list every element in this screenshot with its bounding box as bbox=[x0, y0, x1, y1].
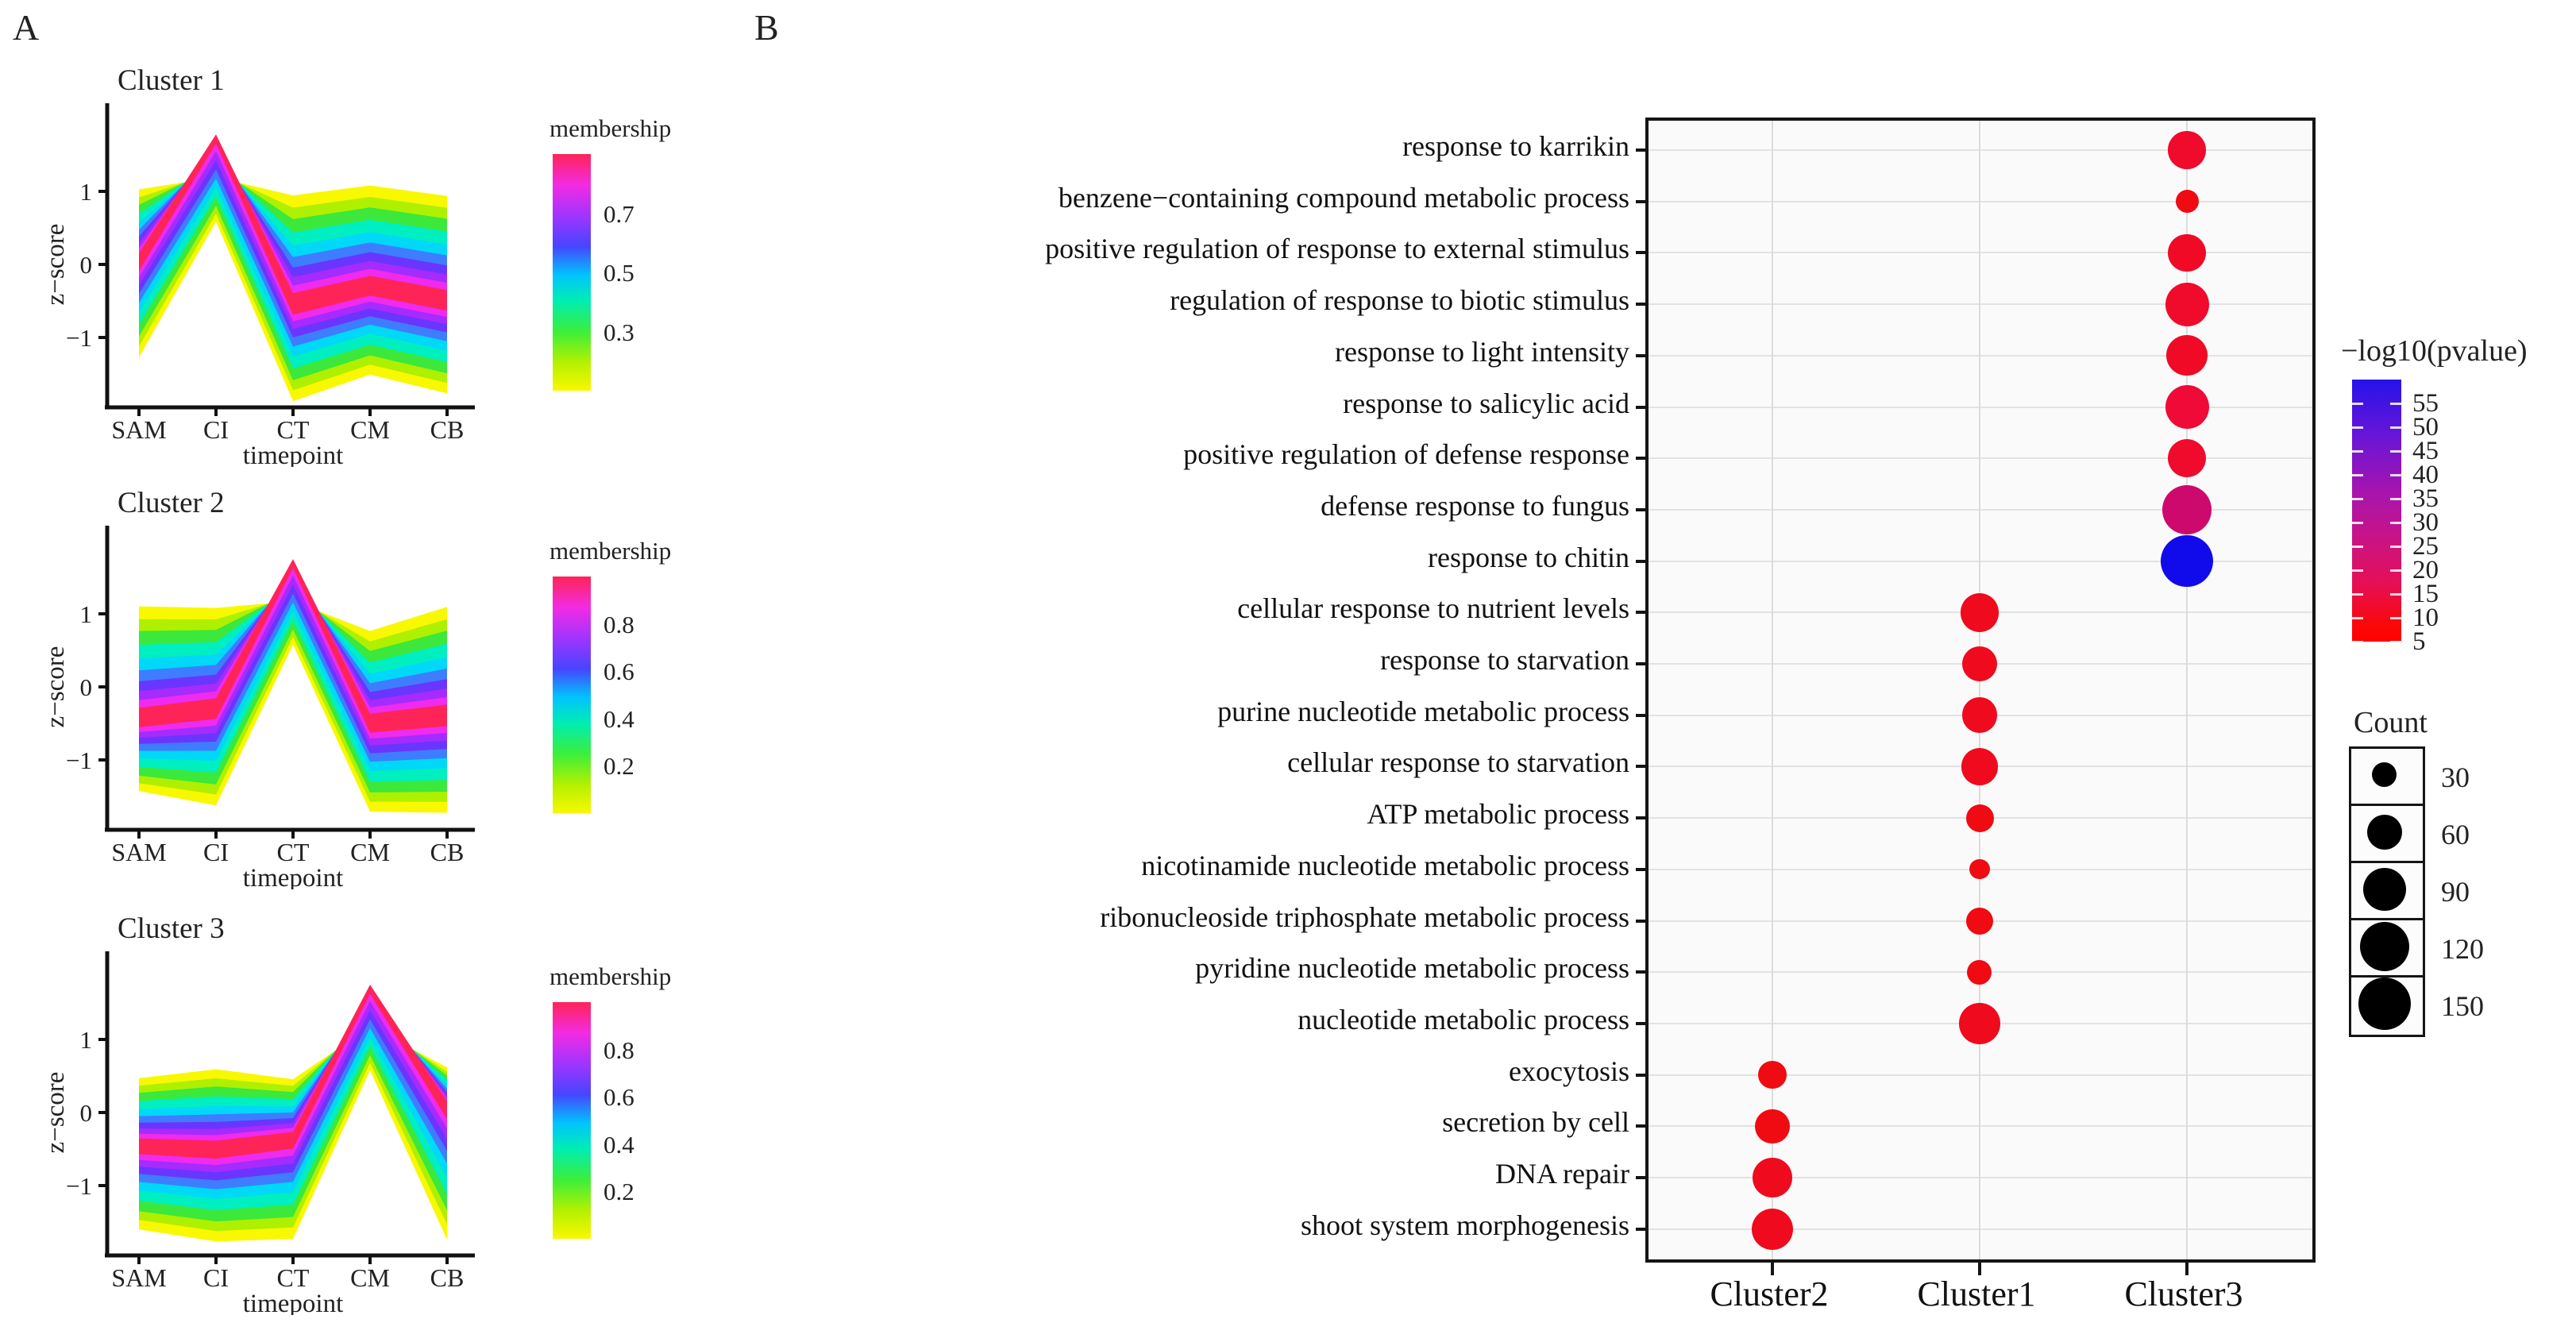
go-enrichment-dot bbox=[1967, 960, 1992, 985]
membership-colorbar bbox=[553, 154, 591, 391]
go-enrichment-dot bbox=[1969, 859, 1989, 879]
x-axis-title: timepoint bbox=[242, 442, 344, 467]
row-axis-tick bbox=[1636, 1074, 1645, 1077]
membership-legend-tick-label: 0.2 bbox=[604, 752, 634, 780]
y-tick-label: −1 bbox=[66, 746, 92, 774]
v-gridline bbox=[1979, 121, 1980, 1259]
cluster-axis-label: Cluster3 bbox=[2124, 1275, 2243, 1313]
membership-legend-title: membership bbox=[550, 962, 672, 990]
row-axis-tick bbox=[1636, 1124, 1645, 1128]
count-legend-box bbox=[2349, 861, 2425, 923]
go-enrichment-dot bbox=[1962, 697, 1998, 733]
go-term-label: exocytosis bbox=[1509, 1055, 1629, 1087]
x-tick-label: CM bbox=[350, 415, 390, 444]
membership-legend-tick-label: 0.3 bbox=[604, 318, 634, 346]
h-gridline bbox=[1649, 303, 2312, 305]
count-legend-box bbox=[2349, 975, 2425, 1037]
go-term-label: defense response to fungus bbox=[1321, 490, 1629, 522]
membership-ribbon-chart bbox=[40, 94, 484, 467]
y-tick-label: 1 bbox=[79, 600, 92, 628]
y-tick-label: 1 bbox=[79, 1026, 92, 1054]
go-term-label: purine nucleotide metabolic process bbox=[1217, 696, 1629, 727]
panel-b-label: B bbox=[754, 7, 779, 48]
panel-a-label: A bbox=[13, 7, 40, 48]
go-term-label: nicotinamide nucleotide metabolic process bbox=[1141, 850, 1629, 881]
go-enrichment-dot bbox=[1961, 593, 1999, 632]
membership-colorbar bbox=[553, 1002, 591, 1239]
pvalue-tick-label: 50 bbox=[2412, 413, 2439, 442]
x-tick-label: SAM bbox=[111, 1263, 167, 1292]
go-term-label: shoot system morphogenesis bbox=[1301, 1209, 1629, 1241]
go-enrichment-dot bbox=[2168, 439, 2207, 478]
go-enrichment-dot bbox=[2162, 485, 2212, 534]
go-term-label: response to chitin bbox=[1428, 542, 1629, 573]
h-gridline bbox=[1649, 149, 2312, 151]
pvalue-tick-mark bbox=[2352, 593, 2363, 596]
row-axis-tick bbox=[1636, 868, 1645, 871]
count-legend-value: 120 bbox=[2441, 933, 2484, 965]
go-enrichment-dot bbox=[1753, 1158, 1792, 1197]
cluster-plot-title: Cluster 3 bbox=[118, 912, 225, 945]
pvalue-tick-mark bbox=[2390, 546, 2401, 548]
go-enrichment-dot bbox=[1959, 1003, 1999, 1043]
row-axis-tick bbox=[1636, 662, 1645, 665]
pvalue-legend-title: −log10(pvalue) bbox=[2341, 334, 2528, 368]
y-axis-title: z−score bbox=[41, 223, 70, 306]
x-tick-label: CT bbox=[276, 1263, 310, 1292]
row-axis-tick bbox=[1636, 1022, 1645, 1025]
membership-legend bbox=[550, 962, 740, 1296]
membership-legend-tick-label: 0.6 bbox=[604, 658, 634, 685]
pvalue-tick-mark bbox=[2390, 498, 2401, 500]
go-enrichment-dot bbox=[2165, 385, 2209, 429]
dot-plot-area bbox=[1645, 118, 2316, 1263]
count-legend-circle bbox=[2360, 922, 2409, 971]
membership-legend-title: membership bbox=[550, 114, 672, 142]
count-legend-value: 150 bbox=[2441, 990, 2484, 1022]
x-tick-label: CI bbox=[203, 838, 229, 866]
count-legend-value: 90 bbox=[2441, 876, 2470, 908]
go-term-label: benzene−containing compound metabolic process bbox=[1058, 182, 1629, 214]
h-gridline bbox=[1649, 509, 2312, 511]
membership-legend-tick-label: 0.4 bbox=[604, 1131, 634, 1159]
pvalue-tick-mark bbox=[2352, 546, 2363, 548]
pvalue-tick-label: 30 bbox=[2412, 508, 2439, 537]
pvalue-tick-mark bbox=[2390, 403, 2401, 405]
x-tick-label: CB bbox=[430, 838, 465, 866]
pvalue-tick-mark bbox=[2390, 569, 2401, 572]
count-legend-circle bbox=[2363, 868, 2406, 911]
pvalue-tick-mark bbox=[2390, 450, 2401, 453]
go-enrichment-dot bbox=[1966, 804, 1994, 832]
pvalue-tick-mark bbox=[2390, 474, 2401, 476]
y-tick-label: −1 bbox=[66, 1172, 92, 1200]
pvalue-tick-label: 20 bbox=[2412, 556, 2439, 584]
go-enrichment-dot bbox=[2165, 283, 2209, 326]
pvalue-tick-mark bbox=[2390, 426, 2401, 429]
pvalue-tick-mark bbox=[2352, 474, 2363, 476]
pvalue-tick-mark bbox=[2352, 617, 2363, 619]
x-axis-title: timepoint bbox=[242, 864, 344, 889]
pvalue-tick-mark bbox=[2390, 522, 2401, 524]
go-term-label: ATP metabolic process bbox=[1367, 798, 1629, 830]
go-term-label: regulation of response to biotic stimulus bbox=[1170, 284, 1629, 316]
h-gridline bbox=[1649, 1177, 2312, 1178]
x-tick-label: CM bbox=[350, 838, 390, 866]
pvalue-tick-label: 5 bbox=[2412, 627, 2426, 656]
x-tick-label: CB bbox=[430, 1263, 465, 1292]
x-axis-title: timepoint bbox=[242, 1290, 344, 1315]
y-tick-label: 1 bbox=[79, 178, 92, 206]
row-axis-tick bbox=[1636, 1228, 1645, 1231]
row-axis-tick bbox=[1636, 251, 1645, 254]
h-gridline bbox=[1649, 407, 2312, 408]
row-axis-tick bbox=[1636, 611, 1645, 614]
go-enrichment-dot bbox=[1755, 1109, 1790, 1144]
go-enrichment-dot bbox=[2168, 131, 2206, 169]
y-tick-label: −1 bbox=[66, 324, 92, 352]
pvalue-tick-label: 35 bbox=[2412, 484, 2439, 513]
go-enrichment-dot bbox=[1758, 1061, 1787, 1089]
row-axis-tick bbox=[1636, 457, 1645, 460]
membership-legend bbox=[550, 114, 740, 448]
go-term-label: ribonucleoside triphosphate metabolic process bbox=[1100, 901, 1629, 933]
go-enrichment-dot bbox=[2176, 190, 2199, 213]
membership-legend-tick-label: 0.7 bbox=[604, 200, 634, 228]
pvalue-tick-mark bbox=[2352, 426, 2363, 429]
cluster-plot-group-2 bbox=[40, 486, 794, 907]
y-axis-title: z−score bbox=[41, 1071, 70, 1154]
count-legend-value: 60 bbox=[2441, 819, 2470, 850]
row-axis-tick bbox=[1636, 920, 1645, 923]
membership-legend-tick-label: 0.5 bbox=[604, 259, 634, 287]
go-enrichment-dot bbox=[1966, 908, 1993, 935]
go-enrichment-dot bbox=[1962, 646, 1998, 682]
cluster-axis-label: Cluster1 bbox=[1917, 1275, 2036, 1313]
count-legend-box bbox=[2349, 804, 2425, 866]
membership-legend-tick-label: 0.6 bbox=[604, 1083, 634, 1111]
go-term-label: positive regulation of response to external stimulus bbox=[1045, 233, 1629, 264]
membership-legend bbox=[550, 537, 740, 870]
pvalue-tick-mark bbox=[2352, 641, 2363, 643]
x-tick-label: CM bbox=[350, 1263, 390, 1292]
row-axis-tick bbox=[1636, 816, 1645, 819]
x-tick-label: CI bbox=[203, 415, 229, 444]
pvalue-tick-label: 15 bbox=[2412, 580, 2439, 608]
row-axis-tick bbox=[1636, 1176, 1645, 1179]
cluster-axis-label: Cluster2 bbox=[1710, 1275, 1829, 1313]
h-gridline bbox=[1649, 1228, 2312, 1230]
row-axis-tick bbox=[1636, 714, 1645, 717]
x-tick-label: CT bbox=[276, 838, 310, 866]
pvalue-tick-mark bbox=[2390, 593, 2401, 596]
x-tick-label: CT bbox=[276, 415, 310, 444]
go-term-label: cellular response to nutrient levels bbox=[1237, 592, 1629, 624]
membership-legend-tick-label: 0.2 bbox=[604, 1178, 634, 1205]
pvalue-tick-mark bbox=[2352, 403, 2363, 405]
go-enrichment-dot bbox=[1961, 748, 1999, 785]
pvalue-tick-label: 40 bbox=[2412, 461, 2439, 489]
pvalue-tick-mark bbox=[2390, 617, 2401, 619]
y-tick-label: 0 bbox=[79, 251, 92, 279]
h-gridline bbox=[1649, 252, 2312, 253]
row-axis-tick bbox=[1636, 354, 1645, 357]
cluster-plot-group-1 bbox=[40, 64, 794, 484]
go-term-label: pyridine nucleotide metabolic process bbox=[1195, 952, 1629, 984]
h-gridline bbox=[1649, 1074, 2312, 1076]
count-legend-circle bbox=[2358, 978, 2411, 1030]
pvalue-tick-mark bbox=[2352, 522, 2363, 524]
go-term-label: DNA repair bbox=[1495, 1158, 1629, 1190]
go-term-label: positive regulation of defense response bbox=[1183, 438, 1629, 470]
x-tick-label: CB bbox=[430, 415, 465, 444]
go-term-label: response to karrikin bbox=[1402, 130, 1629, 162]
count-legend-value: 30 bbox=[2441, 762, 2470, 793]
go-term-label: cellular response to starvation bbox=[1287, 746, 1629, 778]
pvalue-tick-label: 25 bbox=[2412, 532, 2439, 561]
count-legend-circle bbox=[2372, 762, 2397, 787]
y-tick-label: 0 bbox=[79, 673, 92, 701]
pvalue-tick-mark bbox=[2352, 498, 2363, 500]
membership-ribbon-chart bbox=[40, 942, 484, 1315]
row-axis-tick bbox=[1636, 970, 1645, 974]
membership-legend-tick-label: 0.8 bbox=[604, 1036, 634, 1064]
membership-legend-tick-label: 0.4 bbox=[604, 705, 634, 733]
y-axis-title: z−score bbox=[41, 646, 70, 728]
go-term-label: response to starvation bbox=[1380, 644, 1629, 676]
pvalue-tick-mark bbox=[2352, 569, 2363, 572]
membership-colorbar bbox=[553, 577, 591, 813]
go-term-label: secretion by cell bbox=[1442, 1106, 1629, 1138]
cluster-plot-title: Cluster 2 bbox=[118, 487, 225, 519]
membership-legend-title: membership bbox=[550, 537, 672, 565]
pvalue-tick-label: 55 bbox=[2412, 389, 2439, 418]
row-axis-tick bbox=[1636, 765, 1645, 768]
pvalue-tick-mark bbox=[2352, 450, 2363, 453]
x-tick-label: CI bbox=[203, 1263, 229, 1292]
h-gridline bbox=[1649, 1125, 2312, 1127]
go-enrichment-dot bbox=[2166, 335, 2207, 376]
x-tick-label: SAM bbox=[111, 415, 167, 444]
row-axis-tick bbox=[1636, 200, 1645, 203]
count-size-legend bbox=[2349, 705, 2571, 1086]
row-axis-tick bbox=[1636, 406, 1645, 409]
row-axis-tick bbox=[1636, 303, 1645, 306]
h-gridline bbox=[1649, 355, 2312, 357]
row-axis-tick bbox=[1636, 148, 1645, 152]
pvalue-colorbar bbox=[2352, 380, 2401, 642]
count-legend-circle bbox=[2367, 815, 2402, 850]
h-gridline bbox=[1649, 201, 2312, 202]
pvalue-tick-label: 10 bbox=[2412, 604, 2439, 632]
go-term-label: response to salicylic acid bbox=[1343, 388, 1629, 419]
cluster-plot-title: Cluster 1 bbox=[118, 64, 225, 97]
count-legend-box bbox=[2349, 918, 2425, 980]
membership-ribbon-chart bbox=[40, 516, 484, 889]
count-legend-box bbox=[2349, 746, 2425, 808]
y-tick-label: 0 bbox=[79, 1099, 92, 1127]
row-axis-tick bbox=[1636, 508, 1645, 511]
go-term-label: response to light intensity bbox=[1335, 336, 1629, 368]
row-axis-tick bbox=[1636, 560, 1645, 563]
go-enrichment-dot bbox=[2168, 234, 2206, 272]
go-term-label: nucleotide metabolic process bbox=[1298, 1004, 1629, 1035]
count-legend-title: Count bbox=[2354, 706, 2428, 739]
h-gridline bbox=[1649, 457, 2312, 459]
cluster-plot-group-3 bbox=[40, 912, 794, 1332]
go-enrichment-dot bbox=[1752, 1209, 1793, 1250]
pvalue-tick-mark bbox=[2390, 641, 2401, 643]
pvalue-color-legend bbox=[2341, 334, 2576, 667]
pvalue-tick-label: 45 bbox=[2412, 437, 2439, 465]
x-tick-label: SAM bbox=[111, 838, 167, 866]
membership-legend-tick-label: 0.8 bbox=[604, 611, 634, 638]
go-enrichment-dot bbox=[2161, 535, 2213, 588]
